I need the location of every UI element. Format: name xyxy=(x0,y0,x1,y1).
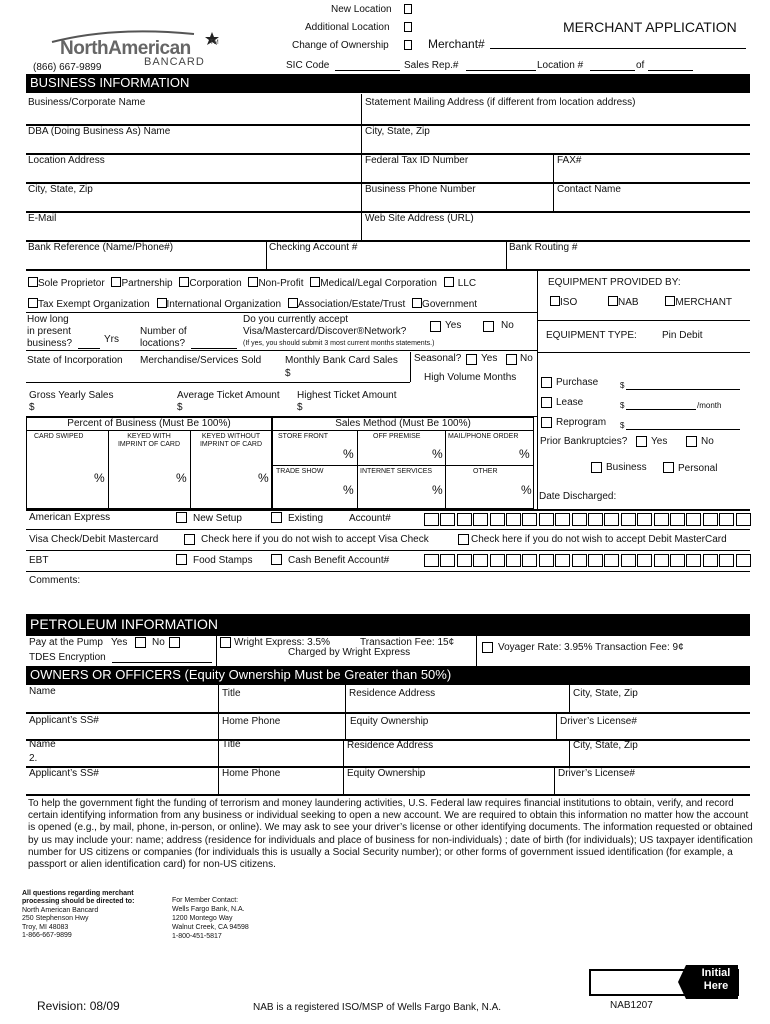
account-digit-box[interactable] xyxy=(572,513,587,526)
amex-existing-label: Existing xyxy=(288,513,324,524)
divider xyxy=(537,352,750,353)
account-digit-box[interactable] xyxy=(621,554,636,567)
legal-notice: To help the government fight the funding of terrorism and money laundering activities, U.S. Federal law requires financial institutions to obtain, verify, and record certain identifying information from any business or individual seeking to open a new account. We are required to obtain this information no matter how the account is opened (e.g., by mail, phone, in-person, or online). We may ask to see your driver’s license or other identifying documents. The information requested or obtained by us may include your: name; address (residence for individuals and place of business for non-individuals) ; date of birth (for individuals); US taxpayer identification number for US citizens or companies (for individuals this is usually a Social Security number); or other forms of government issued identification (for example, a passport or alien identification card) for non-US citizens. xyxy=(28,798,753,871)
amex-label: American Express xyxy=(29,512,111,523)
divider xyxy=(410,352,411,382)
owner2-residence-label: Residence Address xyxy=(347,740,434,751)
tdes-field[interactable] xyxy=(112,662,212,663)
logo-text: NorthAmerican xyxy=(60,38,191,59)
seasonal-yes-label: Yes xyxy=(481,353,498,364)
highest-ticket-label: Highest Ticket Amount xyxy=(297,390,397,401)
percent-title: Percent of Business (Must Be 100%) xyxy=(67,418,231,429)
divider xyxy=(345,712,346,739)
nab-name: North American Bancard xyxy=(22,906,99,914)
pay-pump-yes-label: Yes xyxy=(111,637,128,648)
avg-ticket-dollar: $ xyxy=(177,402,183,413)
how-long-field[interactable] xyxy=(78,348,100,349)
owner1-residence-label: Residence Address xyxy=(349,688,436,699)
gross-yearly-dollar: $ xyxy=(29,402,35,413)
business-info-header: BUSINESS INFORMATION xyxy=(26,74,750,93)
other-label: OTHER xyxy=(473,468,498,475)
divider xyxy=(26,430,272,431)
owner2-phone-label: Home Phone xyxy=(222,768,281,779)
purchase-checkbox[interactable] xyxy=(541,377,552,388)
visa-debit-label: Visa Check/Debit Mastercard xyxy=(29,534,159,545)
personal-bankruptcy-label: Personal xyxy=(678,463,718,474)
tdes-label: TDES Encryption xyxy=(29,652,106,663)
sic-code-label: SIC Code xyxy=(286,60,330,71)
cash-benefit-label: Cash Benefit Account# xyxy=(288,555,390,566)
amex-new-setup-label: New Setup xyxy=(193,513,242,524)
nab-checkbox[interactable] xyxy=(608,296,618,306)
wright-fee-label: Transaction Fee: 15¢ xyxy=(360,637,455,648)
keyed-without-label-2: IMPRINT OF CARD xyxy=(199,441,263,448)
highest-ticket-dollar: $ xyxy=(297,402,303,413)
how-long-label-1: How long xyxy=(27,314,69,325)
internet-pct: % xyxy=(432,483,443,497)
voyager-label: Voyager Rate: 3.95% Transaction Fee: 9¢ xyxy=(498,642,684,653)
account-digit-box[interactable] xyxy=(424,554,439,567)
date-discharged-label: Date Discharged: xyxy=(539,491,617,502)
revision: Revision: 08/09 xyxy=(37,999,120,1013)
pay-pump-no-label: No xyxy=(152,637,165,648)
account-digit-box[interactable] xyxy=(539,513,554,526)
divider xyxy=(26,550,750,551)
divider xyxy=(476,636,477,666)
divider xyxy=(26,350,537,351)
keyed-with-label-2: IMPRINT OF CARD xyxy=(117,441,181,448)
no-mc-label: Check here if you do not wish to accept Debit MasterCard xyxy=(471,534,727,545)
no-mc-checkbox[interactable] xyxy=(458,534,469,545)
accept-yes-label: Yes xyxy=(445,320,462,331)
accept-label-1: Do you currently accept xyxy=(243,314,349,325)
llc-label: LLC xyxy=(457,278,477,289)
owner2-name-label: Name xyxy=(29,739,56,750)
off-premise-label: OFF PREMISE xyxy=(373,433,421,440)
questions-line-2: processing should be directed to: xyxy=(22,898,135,906)
lease-field[interactable] xyxy=(626,409,696,410)
bankruptcies-yes-label: Yes xyxy=(651,436,668,447)
account-digit-box[interactable] xyxy=(703,513,718,526)
divider xyxy=(26,529,750,530)
personal-bankruptcy-checkbox[interactable] xyxy=(663,462,674,473)
medical-legal-label: Medical/Legal Corporation xyxy=(320,278,437,289)
account-digit-box[interactable] xyxy=(490,513,505,526)
ebt-label: EBT xyxy=(29,555,49,566)
equipment-provided-label: EQUIPMENT PROVIDED BY: xyxy=(548,277,681,288)
merchant-checkbox[interactable] xyxy=(665,296,675,306)
initial-label-2: Here xyxy=(703,980,729,992)
account-digit-box[interactable] xyxy=(539,554,554,567)
accept-note: (If yes, you should submit 3 most current months statements.) xyxy=(243,340,435,347)
purchase-field[interactable] xyxy=(626,389,740,390)
reprogram-field[interactable] xyxy=(626,429,740,430)
account-digit-box[interactable] xyxy=(604,513,619,526)
corp-name-label: Business/Corporate Name xyxy=(28,97,146,108)
questions-line-1: All questions regarding merchant xyxy=(22,890,134,897)
accept-no-checkbox[interactable] xyxy=(483,321,494,332)
wf-phone: 1-800-451-5817 xyxy=(172,933,222,940)
reprogram-label: Reprogram xyxy=(556,417,607,428)
divider xyxy=(556,712,557,739)
wf-contact xyxy=(172,896,249,941)
gross-yearly-label: Gross Yearly Sales xyxy=(29,390,114,401)
voyager-checkbox[interactable] xyxy=(482,642,493,653)
account-digit-box[interactable] xyxy=(490,554,505,567)
divider xyxy=(26,312,537,313)
account-digit-box[interactable] xyxy=(440,554,455,567)
bankruptcies-label: Prior Bankruptcies? xyxy=(540,436,628,447)
accept-yes-checkbox[interactable] xyxy=(430,321,441,332)
city-state-zip2-label: City, State, Zip xyxy=(28,184,93,195)
divider xyxy=(537,271,538,509)
nab-contact xyxy=(22,890,134,940)
account-digit-box[interactable] xyxy=(457,554,472,567)
sales-rep-label: Sales Rep.# xyxy=(404,60,459,71)
routing-label: Bank Routing # xyxy=(509,242,578,253)
email-label: E-Mail xyxy=(28,213,57,224)
nab-city: Troy, MI 48083 xyxy=(22,923,69,931)
account-digit-box[interactable] xyxy=(588,513,603,526)
purchase-label: Purchase xyxy=(556,377,599,388)
seasonal-yes-checkbox[interactable] xyxy=(466,354,477,365)
merchant-label: MERCHANT xyxy=(675,297,733,308)
owner1-title-label: Title xyxy=(222,688,241,699)
divider xyxy=(26,509,750,511)
owner2-drivers-label: Driver’s License# xyxy=(558,768,635,779)
divider xyxy=(554,766,555,795)
divider xyxy=(272,430,534,431)
account-digit-box[interactable] xyxy=(424,513,439,526)
no-visa-checkbox[interactable] xyxy=(184,534,195,545)
accept-label-2: Visa/Mastercard/Discover®Network? xyxy=(243,326,407,337)
food-stamps-checkbox[interactable] xyxy=(176,554,187,565)
partnership-label: Partnership xyxy=(121,278,173,289)
divider xyxy=(26,571,750,572)
store-front-label: STORE FRONT xyxy=(278,433,329,440)
business-bankruptcy-label: Business xyxy=(606,462,647,473)
sales-method-title: Sales Method (Must Be 100%) xyxy=(335,418,471,429)
divider xyxy=(445,430,446,509)
account-digit-box[interactable] xyxy=(670,513,685,526)
keyed-without-pct: % xyxy=(258,471,269,485)
sic-code-field[interactable] xyxy=(335,70,400,71)
new-location-label: New Location xyxy=(331,4,392,15)
medical-legal-checkbox[interactable] xyxy=(310,277,320,287)
header-phone: (866) 667-9899 xyxy=(33,62,102,73)
business-phone-label: Business Phone Number xyxy=(365,184,476,195)
federal-tax-label: Federal Tax ID Number xyxy=(365,155,469,166)
website-label: Web Site Address (URL) xyxy=(365,213,474,224)
account-digit-box[interactable] xyxy=(457,513,472,526)
form-title: MERCHANT APPLICATION xyxy=(563,19,737,35)
account-digit-box[interactable] xyxy=(736,513,751,526)
divider xyxy=(26,269,750,271)
divider xyxy=(361,94,362,240)
divider xyxy=(345,685,346,712)
reprogram-checkbox[interactable] xyxy=(541,417,552,428)
account-digit-box[interactable] xyxy=(736,554,751,567)
registered-notice: NAB is a registered ISO/MSP of Wells Fargo Bank, N.A. xyxy=(253,1002,502,1013)
owner2-equity-label: Equity Ownership xyxy=(347,768,426,779)
num-locations-label-2: locations? xyxy=(140,338,186,349)
nab-phone: 1-866-667-9899 xyxy=(22,932,72,940)
divider xyxy=(272,465,534,466)
amex-account-label: Account# xyxy=(349,513,391,524)
account-digit-box[interactable] xyxy=(473,554,488,567)
divider xyxy=(266,240,267,269)
divider xyxy=(357,430,358,509)
account-digit-box[interactable] xyxy=(506,513,521,526)
divider xyxy=(26,712,750,714)
trade-show-pct: % xyxy=(343,483,354,497)
tax-exempt-checkbox[interactable] xyxy=(28,298,38,308)
account-digit-box[interactable] xyxy=(588,554,603,567)
equipment-provider-row xyxy=(550,296,732,309)
swiped-pct: % xyxy=(94,471,105,485)
fax-label: FAX# xyxy=(557,155,582,166)
account-digit-box[interactable] xyxy=(506,554,521,567)
initial-label-1: Initial xyxy=(701,967,731,979)
divider xyxy=(343,739,344,766)
member-contact: For Member Contact: xyxy=(172,897,239,904)
city-state-zip-label: City, State, Zip xyxy=(365,126,430,137)
wf-address: 1200 Montego Way xyxy=(172,915,233,922)
sole-proprietor-checkbox[interactable] xyxy=(28,277,38,287)
owner1-name-label: Name xyxy=(29,686,56,697)
account-digit-box[interactable] xyxy=(686,554,701,567)
divider xyxy=(506,240,507,269)
monthly-sales-dollar: $ xyxy=(285,368,291,379)
pay-pump-yes-checkbox[interactable] xyxy=(135,637,146,648)
statement-address-label: Statement Mailing Address (if different from location address) xyxy=(365,97,636,108)
divider xyxy=(216,636,217,666)
num-locations-field[interactable] xyxy=(191,348,237,349)
sales-rep-field[interactable] xyxy=(466,70,536,71)
form-id: NAB1207 xyxy=(610,1000,653,1011)
owner1-phone-label: Home Phone xyxy=(222,716,281,727)
location-num-label: Location # xyxy=(537,60,584,71)
comments-label: Comments: xyxy=(29,575,81,586)
nab-address: 250 Stephenson Hwy xyxy=(22,915,89,923)
corporation-label: Corporation xyxy=(189,278,242,289)
card-swiped-label: CARD SWIPED xyxy=(34,433,84,440)
nab-label: NAB xyxy=(618,297,639,308)
initial-here-label xyxy=(690,967,742,993)
owners-header: OWNERS OR OFFICERS (Equity Ownership Must be Greater than 50%) xyxy=(26,666,750,685)
seasonal-label: Seasonal? xyxy=(414,353,462,364)
equipment-type-label: EQUIPMENT TYPE: xyxy=(546,330,637,341)
keyed-with-pct: % xyxy=(176,471,187,485)
account-digit-box[interactable] xyxy=(621,513,636,526)
sole-proprietor-label: Sole Proprietor xyxy=(38,278,105,289)
non-profit-label: Non-Profit xyxy=(258,278,304,289)
accept-no-label: No xyxy=(501,320,514,331)
merchant-num-label: Merchant# xyxy=(428,37,485,51)
mail-phone-pct: % xyxy=(519,447,530,461)
owner2-number: 2. xyxy=(29,753,38,764)
food-stamps-label: Food Stamps xyxy=(193,555,253,566)
how-long-label-2: in present xyxy=(27,326,71,337)
change-ownership-checkbox[interactable] xyxy=(404,40,412,50)
monthly-sales-label: Monthly Bank Card Sales xyxy=(285,355,398,366)
wright-label: Wright Express: 3.5% xyxy=(234,637,330,648)
no-visa-label: Check here if you do not wish to accept Visa Check xyxy=(201,534,429,545)
wf-name: Wells Fargo Bank, N.A. xyxy=(172,906,245,913)
wright-checkbox[interactable] xyxy=(220,637,231,648)
yrs-label: Yrs xyxy=(104,334,119,345)
keyed-with-label-1: KEYED WITH xyxy=(127,433,171,440)
divider xyxy=(26,382,410,383)
of-label: of xyxy=(636,60,645,71)
account-digit-box[interactable] xyxy=(473,513,488,526)
lease-month-label: /month xyxy=(697,401,722,410)
bankruptcies-yes-checkbox[interactable] xyxy=(636,436,647,447)
bankruptcies-no-label: No xyxy=(701,436,714,447)
account-digit-box[interactable] xyxy=(686,513,701,526)
comments-field[interactable] xyxy=(26,588,750,612)
merch-sold-label: Merchandise/Services Sold xyxy=(140,355,262,366)
equipment-type-value: Pin Debit xyxy=(662,330,703,341)
contact-name-label: Contact Name xyxy=(557,184,621,195)
account-digit-box[interactable] xyxy=(440,513,455,526)
store-front-pct: % xyxy=(343,447,354,461)
pay-pump-no-checkbox[interactable] xyxy=(169,637,180,648)
wf-city: Walnut Creek, CA 94598 xyxy=(172,924,249,931)
partnership-checkbox[interactable] xyxy=(111,277,121,287)
seasonal-no-label: No xyxy=(520,353,533,364)
account-digit-box[interactable] xyxy=(719,513,734,526)
owner1-drivers-label: Driver’s License# xyxy=(560,716,637,727)
additional-location-checkbox[interactable] xyxy=(404,22,412,32)
account-digit-box[interactable] xyxy=(670,554,685,567)
iso-checkbox[interactable] xyxy=(550,296,560,306)
account-digit-box[interactable] xyxy=(604,554,619,567)
internet-label: INTERNET SERVICES xyxy=(360,468,433,475)
government-checkbox[interactable] xyxy=(412,298,422,308)
owner2-title-label: Title xyxy=(222,739,241,750)
trade-show-label: TRADE SHOW xyxy=(276,468,324,475)
owner1-city-label: City, State, Zip xyxy=(573,688,638,699)
avg-ticket-label: Average Ticket Amount xyxy=(177,390,280,401)
checking-label: Checking Account # xyxy=(269,242,358,253)
account-digit-box[interactable] xyxy=(522,513,537,526)
account-digit-box[interactable] xyxy=(637,554,652,567)
entity-row-1 xyxy=(28,277,476,290)
off-premise-pct: % xyxy=(432,447,443,461)
divider xyxy=(537,320,750,321)
how-long-label-3: business? xyxy=(27,338,73,349)
tax-exempt-label: Tax Exempt Organization xyxy=(38,299,150,310)
bank-ref-label: Bank Reference (Name/Phone#) xyxy=(28,242,174,253)
other-pct: % xyxy=(521,483,532,497)
mail-phone-label: MAIL/PHONE ORDER xyxy=(448,433,519,440)
owner1-ss-label: Applicant’s SS# xyxy=(29,715,99,726)
seasonal-no-checkbox[interactable] xyxy=(506,354,517,365)
state-inc-label: State of Incorporation xyxy=(27,355,123,366)
international-checkbox[interactable] xyxy=(157,298,167,308)
account-digit-box[interactable] xyxy=(522,554,537,567)
association-label: Association/Estate/Trust xyxy=(297,299,406,310)
business-bankruptcy-checkbox[interactable] xyxy=(591,462,602,473)
lease-dollar: $ xyxy=(620,401,625,410)
divider xyxy=(343,766,344,795)
account-digit-box[interactable] xyxy=(719,554,734,567)
dba-label: DBA (Doing Business As) Name xyxy=(28,126,171,137)
wright-charged-label: Charged by Wright Express xyxy=(288,647,411,658)
amex-existing-checkbox[interactable] xyxy=(271,512,282,523)
additional-location-label: Additional Location xyxy=(305,22,390,33)
association-checkbox[interactable] xyxy=(288,298,298,308)
location-num-field[interactable] xyxy=(590,70,635,71)
corporation-checkbox[interactable] xyxy=(179,277,189,287)
reprogram-dollar: $ xyxy=(620,421,625,430)
owner2-ss-label: Applicant’s SS# xyxy=(29,768,99,779)
new-location-checkbox[interactable] xyxy=(404,4,412,14)
bankruptcies-no-checkbox[interactable] xyxy=(686,436,697,447)
keyed-without-label-1: KEYED WITHOUT xyxy=(201,433,261,440)
account-digit-box[interactable] xyxy=(572,554,587,567)
account-digit-box[interactable] xyxy=(637,513,652,526)
location-address-label: Location Address xyxy=(28,155,105,166)
owner1-equity-label: Equity Ownership xyxy=(350,716,429,727)
high-volume-label: High Volume Months xyxy=(424,372,517,383)
account-digit-box[interactable] xyxy=(703,554,718,567)
amex-new-setup-checkbox[interactable] xyxy=(176,512,187,523)
purchase-dollar: $ xyxy=(620,381,625,390)
of-field[interactable] xyxy=(648,70,693,71)
num-locations-label-1: Number of xyxy=(140,326,187,337)
llc-checkbox[interactable] xyxy=(444,277,454,287)
lease-label: Lease xyxy=(556,397,584,408)
government-label: Government xyxy=(422,299,478,310)
account-digit-box[interactable] xyxy=(555,554,570,567)
entity-row-2 xyxy=(28,298,477,311)
owner2-city-label: City, State, Zip xyxy=(573,740,638,751)
divider xyxy=(569,739,570,766)
change-ownership-label: Change of Ownership xyxy=(292,40,389,51)
account-digit-box[interactable] xyxy=(555,513,570,526)
petroleum-header: PETROLEUM INFORMATION xyxy=(26,614,750,636)
pay-pump-label: Pay at the Pump xyxy=(29,637,103,648)
merchant-num-field[interactable] xyxy=(490,48,746,49)
cash-benefit-checkbox[interactable] xyxy=(271,554,282,565)
non-profit-checkbox[interactable] xyxy=(248,277,258,287)
account-digit-box[interactable] xyxy=(654,513,669,526)
iso-label: ISO xyxy=(560,297,578,308)
logo-bancard: BANCARD xyxy=(144,56,205,68)
divider xyxy=(26,794,750,796)
logo-tm: TM xyxy=(210,40,219,46)
lease-checkbox[interactable] xyxy=(541,397,552,408)
account-digit-box[interactable] xyxy=(654,554,669,567)
divider xyxy=(569,685,570,712)
international-label: International Organization xyxy=(166,299,282,310)
